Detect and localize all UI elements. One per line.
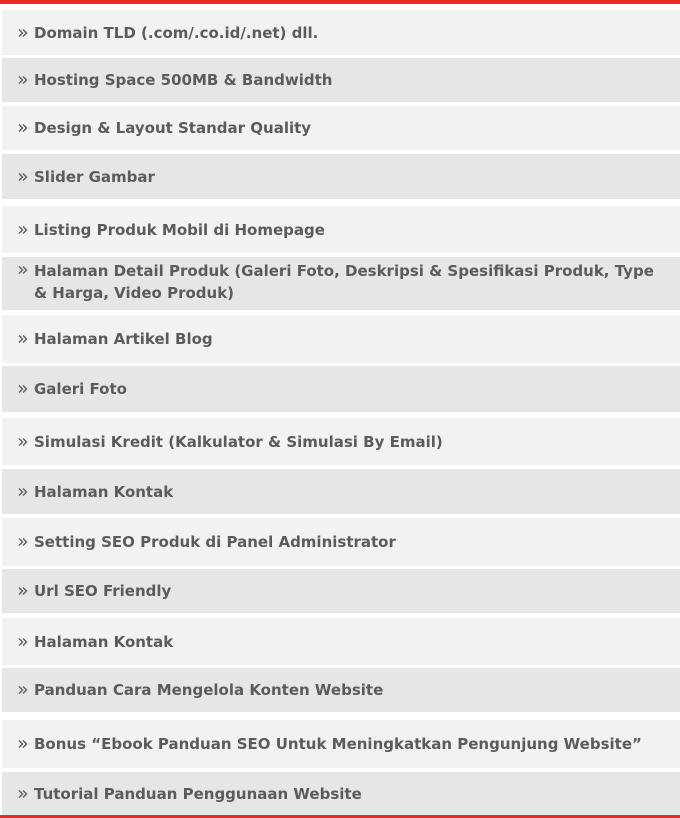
list-item-label: Tutorial Panduan Penggunaan Website: [34, 784, 362, 803]
list-item-label: Panduan Cara Mengelola Konten Website: [34, 681, 384, 699]
list-item-label: Design & Layout Standar Quality: [34, 119, 312, 137]
double-chevron-right-icon: [18, 789, 28, 799]
double-chevron-right-icon: [18, 75, 28, 85]
list-item: [2, 668, 680, 712]
double-chevron-right-icon: [18, 28, 28, 38]
list-item-label: Url SEO Friendly: [34, 582, 172, 600]
list-item: [2, 618, 680, 665]
list-item-label: Halaman Artikel Blog: [34, 330, 213, 348]
list-item-label: Domain TLD (.com/.co.id/.net) dll.: [34, 23, 319, 42]
list-item: [2, 772, 680, 815]
double-chevron-right-icon: [18, 586, 28, 596]
double-chevron-right-icon: [18, 384, 28, 394]
double-chevron-right-icon: [18, 265, 28, 275]
top-accent-bar: [0, 0, 680, 4]
list-item: [2, 315, 680, 363]
list-item-label: Bonus “Ebook Panduan SEO Untuk Meningkatkan Pengunjung Website”: [34, 735, 642, 753]
double-chevron-right-icon: [18, 123, 28, 133]
double-chevron-right-icon: [18, 537, 28, 547]
list-item: [2, 366, 680, 412]
list-item: [2, 106, 680, 150]
double-chevron-right-icon: [18, 637, 28, 647]
double-chevron-right-icon: [18, 487, 28, 497]
list-item-label: Setting SEO Produk di Panel Administrator: [34, 533, 396, 551]
list-item-label: Slider Gambar: [34, 167, 155, 186]
list-item: [2, 10, 680, 55]
double-chevron-right-icon: [18, 225, 28, 235]
list-item-label: Galeri Foto: [34, 380, 127, 398]
list-item-label: Simulasi Kredit (Kalkulator & Simulasi By Email): [34, 432, 443, 451]
list-item: [2, 569, 680, 613]
double-chevron-right-icon: [18, 739, 28, 749]
double-chevron-right-icon: [18, 334, 28, 344]
list-item-label: Listing Produk Mobil di Homepage: [34, 220, 325, 239]
list-item: [2, 206, 680, 253]
list-item: [2, 257, 680, 310]
list-item: [2, 518, 680, 566]
double-chevron-right-icon: [18, 437, 28, 447]
list-item: [2, 58, 680, 102]
list-item-label: Halaman Detail Produk (Galeri Foto, Deskripsi & Spesifikasi Produk, Type & Harga, Video Produk): [34, 262, 654, 302]
list-item-label: Halaman Kontak: [34, 482, 174, 501]
list-item-label: Halaman Kontak: [34, 632, 174, 651]
list-item: [2, 720, 680, 768]
list-item: [2, 154, 680, 199]
list-item-label: Hosting Space 500MB & Bandwidth: [34, 71, 333, 89]
list-item: [2, 469, 680, 514]
double-chevron-right-icon: [18, 685, 28, 695]
double-chevron-right-icon: [18, 172, 28, 182]
list-item: [2, 418, 680, 465]
